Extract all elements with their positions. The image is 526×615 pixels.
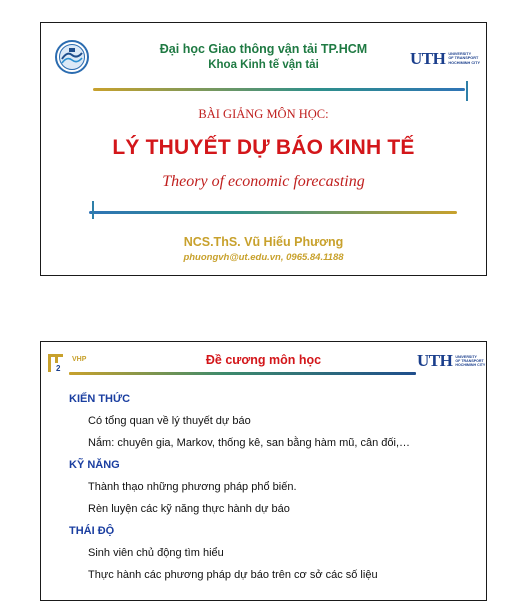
- uth-sub-line: UNIVERSITY: [455, 354, 477, 359]
- title-slide: [40, 22, 487, 276]
- author-tag: VHP: [72, 356, 87, 363]
- uth-logo: [417, 352, 485, 369]
- faculty-name: Khoa Kinh tế vận tải: [208, 59, 319, 71]
- bottom-divider: [89, 211, 457, 214]
- uth-sub-line: UNIVERSITY: [448, 52, 472, 57]
- list-item: Có tổng quan về lý thuyết dự báo: [88, 415, 251, 427]
- uth-sub-line: OF TRANSPORT: [455, 358, 484, 363]
- uth-sub-line: OF TRANSPORT: [448, 56, 479, 61]
- slide-title: Đề cương môn học: [205, 353, 322, 367]
- uth-logo-subtitle: [455, 355, 485, 367]
- title-divider: [69, 372, 416, 375]
- page-number: 2: [56, 364, 61, 373]
- uth-logo-mark: UTH: [410, 49, 446, 68]
- course-title: LÝ THUYẾT DỰ BÁO KINH TẾ: [112, 136, 415, 159]
- author-name: NCS.ThS. Vũ Hiếu Phương: [183, 235, 344, 249]
- top-divider-tick: [466, 81, 468, 101]
- uth-sub-line: HOCHIMINH CITY: [448, 60, 480, 65]
- course-title-english: Theory of economic forecasting: [162, 173, 365, 190]
- course-kicker: BÀI GIẢNG MÔN HỌC:: [198, 107, 329, 121]
- section-heading-skills: KỸ NĂNG: [69, 459, 120, 471]
- list-item: Rèn luyện các kỹ năng thực hành dự báo: [88, 503, 290, 515]
- uth-logo-subtitle: [448, 52, 480, 65]
- top-divider: [93, 88, 465, 91]
- outline-sections: [69, 392, 476, 590]
- list-item: Sinh viên chủ động tìm hiểu: [88, 547, 224, 559]
- list-item: Thành thạo những phương pháp phổ biến.: [88, 481, 297, 493]
- section-heading-attitude: THÁI ĐỘ: [69, 525, 115, 537]
- university-name: Đại học Giao thông vận tải TP.HCM: [159, 42, 368, 56]
- list-item: Thực hành các phương pháp dự báo trên cơ sở các số liệu: [88, 569, 378, 581]
- author-contact: phuongvh@ut.edu.vn, 0965.84.1188: [183, 252, 344, 263]
- section-heading-knowledge: KIẾN THỨC: [69, 393, 131, 405]
- bottom-divider-tick: [92, 201, 94, 219]
- list-item: Nắm: chuyên gia, Markov, thống kê, san bằng hàm mũ, cân đối,…: [88, 437, 411, 449]
- uth-logo: [410, 50, 480, 67]
- outline-slide: [40, 341, 487, 601]
- uth-logo-mark: UTH: [417, 351, 453, 370]
- uth-sub-line: HOCHIMINH CITY: [455, 362, 486, 367]
